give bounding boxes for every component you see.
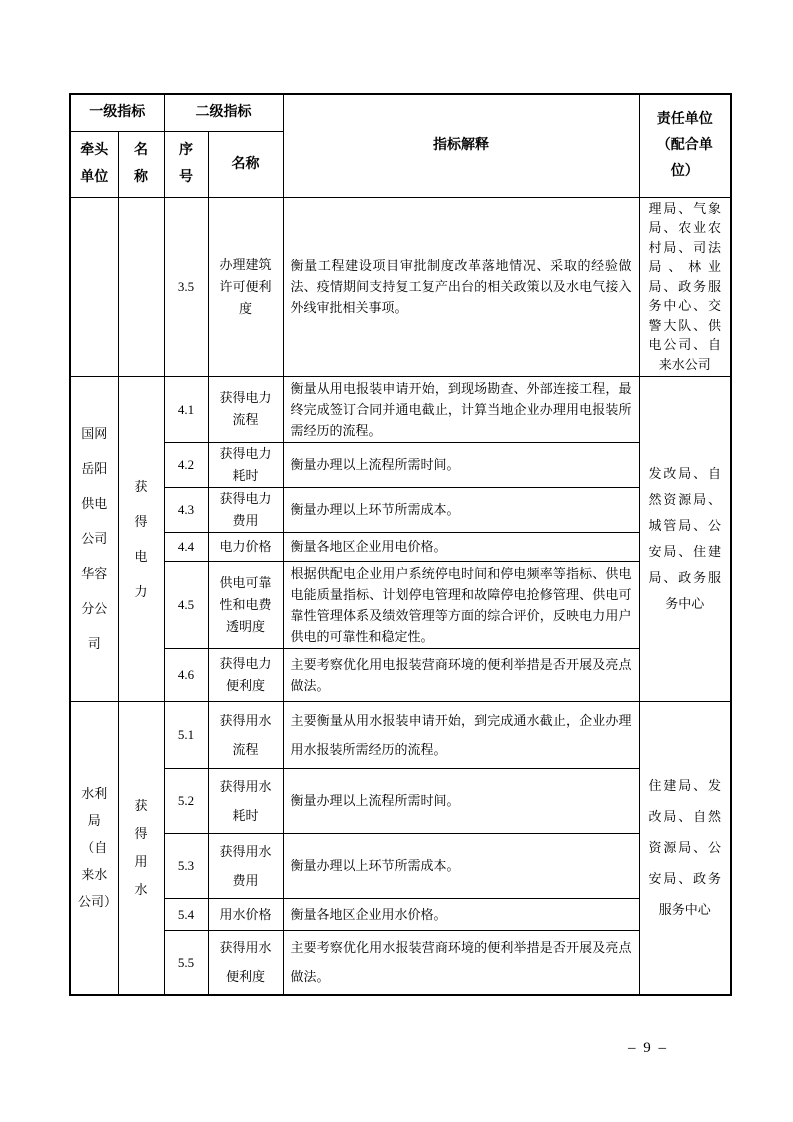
table-row — [70, 833, 731, 898]
responsible-cell: 住建局、发改局、自然资源局、公安局、政务服务中心 — [639, 701, 731, 995]
table-row — [70, 930, 731, 995]
header-level1-name-label: 名称 — [134, 143, 148, 185]
header-level2-name: 名称 — [208, 131, 283, 197]
explanation-cell: 主要考察优化用水报装营商环境的便利举措是否开展及亮点做法。 — [283, 930, 639, 995]
explanation-cell: 衡量各地区企业用水价格。 — [283, 898, 639, 930]
explanation-cell: 衡量办理以上环节所需成本。 — [283, 833, 639, 898]
header-serial — [164, 131, 208, 197]
lead-unit-cell: 国网岳阳供电公司华容分公司 — [70, 376, 118, 701]
explanation-cell: 衡量各地区企业用电价格。 — [283, 532, 639, 561]
header-serial-label: 序号 — [179, 143, 193, 185]
sub-indicator-cell: 获得用水费用 — [208, 833, 283, 898]
sub-indicator-cell: 获得电力流程 — [208, 376, 283, 442]
sub-indicator-cell: 电力价格 — [208, 532, 283, 561]
serial-cell: 5.2 — [164, 768, 208, 833]
sub-indicator-cell: 获得用水流程 — [208, 701, 283, 768]
serial-cell: 4.1 — [164, 376, 208, 442]
sub-indicator-cell: 获得电力耗时 — [208, 442, 283, 487]
explanation-cell: 衡量办理以上流程所需时间。 — [283, 442, 639, 487]
indicator-name-cell — [118, 376, 164, 701]
sub-indicator-cell: 供电可靠性和电费透明度 — [208, 561, 283, 648]
explanation-cell: 衡量工程建设项目审批制度改革落地情况、采取的经验做法、疫情期间支持复工复产出台的相关政策以及水电气接入外线审批相关事项。 — [283, 197, 639, 376]
serial-cell: 4.5 — [164, 561, 208, 648]
indicator-name-cell — [118, 197, 164, 376]
table-row — [70, 197, 731, 376]
serial-cell: 4.4 — [164, 532, 208, 561]
explanation-cell: 衡量办理以上流程所需时间。 — [283, 768, 639, 833]
serial-cell: 5.4 — [164, 898, 208, 930]
serial-cell: 4.2 — [164, 442, 208, 487]
table-row — [70, 487, 731, 532]
lead-unit-cell: 水利局（自来水公司） — [70, 701, 118, 995]
header-responsible: 责任单位（配合单位） — [639, 94, 731, 197]
indicator-name-cell — [118, 701, 164, 995]
table-row — [70, 898, 731, 930]
explanation-cell: 主要衡量从用水报装申请开始，到完成通水截止，企业办理用水报装所需经历的流程。 — [283, 701, 639, 768]
header-level1-name — [118, 131, 164, 197]
table-row — [70, 648, 731, 701]
responsible-cell: 理局、气象局、农业农村局、司法局、林业局、政务服务中心、交警大队、供电公司、自来水公司 — [639, 197, 731, 376]
serial-cell: 4.6 — [164, 648, 208, 701]
sub-indicator-cell: 办理建筑许可便利度 — [208, 197, 283, 376]
indicator-table — [69, 93, 732, 996]
sub-indicator-cell: 用水价格 — [208, 898, 283, 930]
table-row — [70, 701, 731, 768]
explanation-cell: 衡量从用电报装申请开始，到现场勘查、外部连接工程，最终完成签订合同并通电截止，计算当地企业办理用电报装所需经历的流程。 — [283, 376, 639, 442]
sub-indicator-cell: 获得电力便利度 — [208, 648, 283, 701]
table-row — [70, 532, 731, 561]
indicator-name-label: 获得电力 — [134, 478, 148, 599]
sub-indicator-cell: 获得电力费用 — [208, 487, 283, 532]
sub-indicator-cell: 获得用水便利度 — [208, 930, 283, 995]
header-level2-group: 二级指标 — [164, 94, 283, 131]
serial-cell: 5.1 — [164, 701, 208, 768]
serial-cell: 4.3 — [164, 487, 208, 532]
explanation-cell: 衡量办理以上环节所需成本。 — [283, 487, 639, 532]
header-lead-unit: 牵头单位 — [70, 131, 118, 197]
header-row-1 — [70, 94, 731, 131]
indicator-name-label: 获得用水 — [134, 797, 148, 897]
table-row — [70, 376, 731, 442]
table-row — [70, 442, 731, 487]
responsible-cell: 发改局、自然资源局、城管局、公安局、住建局、政务服务中心 — [639, 376, 731, 701]
table-row — [70, 561, 731, 648]
sub-indicator-cell: 获得用水耗时 — [208, 768, 283, 833]
explanation-cell: 根据供配电企业用户系统停电时间和停电频率等指标、供电电能质量指标、计划停电管理和故障停电抢修管理、供电可靠性管理体系及绩效管理等方面的综合评价，反映电力用户供电的可靠性和稳定性。 — [283, 561, 639, 648]
lead-unit-cell — [70, 197, 118, 376]
header-explanation: 指标解释 — [283, 94, 639, 197]
table-row — [70, 768, 731, 833]
serial-cell: 5.3 — [164, 833, 208, 898]
header-level1-group: 一级指标 — [70, 94, 164, 131]
serial-cell: 5.5 — [164, 930, 208, 995]
explanation-cell: 主要考察优化用电报装营商环境的便利举措是否开展及亮点做法。 — [283, 648, 639, 701]
serial-cell: 3.5 — [164, 197, 208, 376]
page-number: – 9 – — [628, 1040, 668, 1056]
